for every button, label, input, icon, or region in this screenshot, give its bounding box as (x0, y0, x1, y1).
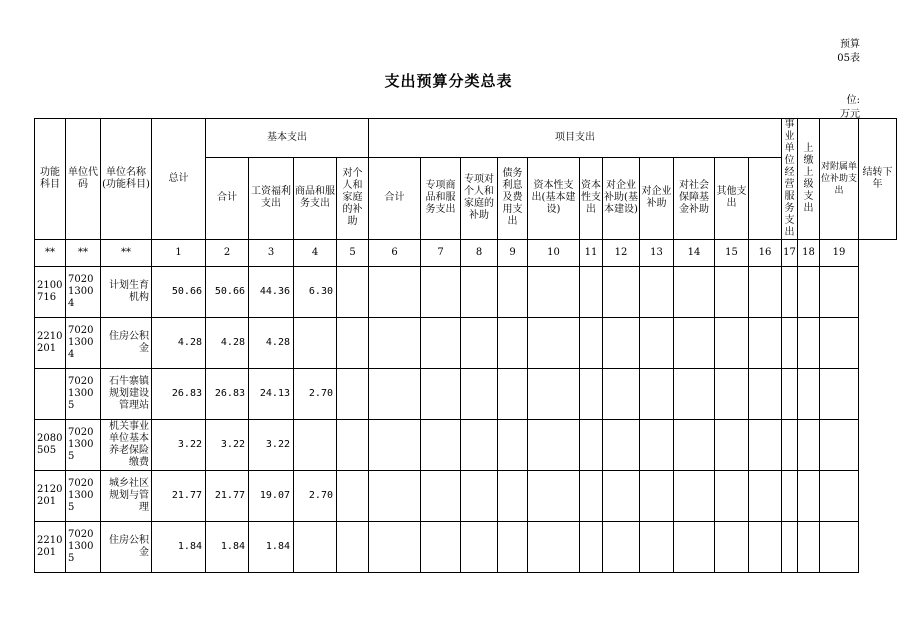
header-goods: 商品和服务支出 (294, 157, 337, 239)
header-project-sum: 合计 (369, 157, 421, 239)
cell-empty (603, 420, 640, 471)
table-row (35, 420, 897, 471)
header-project-expenditure: 项目支出 (369, 119, 782, 158)
header-upper-pay: 上缴上级支出 (798, 119, 820, 240)
header-affiliate-subsidy: 对附属单位补助支出 (820, 119, 859, 240)
cell-empty (603, 471, 640, 522)
cell-empty (337, 267, 369, 318)
cell-empty (820, 522, 859, 573)
cell-empty (674, 471, 715, 522)
cell-func-code (35, 369, 66, 420)
index-cell: 2 (206, 240, 249, 267)
cell-total: 26.83 (152, 369, 206, 420)
cell-empty (337, 318, 369, 369)
cell-empty (749, 369, 782, 420)
cell-unit-name: 住房公积金 (101, 522, 152, 573)
cell-basic-sum: 50.66 (206, 267, 249, 318)
cell-empty (580, 471, 603, 522)
cell-empty (498, 267, 528, 318)
cell-salary: 1.84 (249, 522, 294, 573)
index-cell: 9 (498, 240, 528, 267)
header-total: 总计 (152, 119, 206, 240)
index-cell: 11 (580, 240, 603, 267)
cell-empty (369, 267, 421, 318)
cell-empty (337, 522, 369, 573)
cell-empty (421, 522, 461, 573)
index-cell: 3 (249, 240, 294, 267)
cell-unit-name: 住房公积金 (101, 318, 152, 369)
page-title: 支出预算分类总表 (384, 72, 513, 90)
cell-empty (749, 420, 782, 471)
cell-unit-name: 机关事业单位基本养老保险缴费 (101, 420, 152, 471)
cell-empty (498, 369, 528, 420)
cell-empty (461, 267, 498, 318)
cell-empty (461, 420, 498, 471)
cell-empty (715, 522, 749, 573)
cell-basic-sum: 1.84 (206, 522, 249, 573)
cell-empty (782, 267, 798, 318)
index-cell: 6 (369, 240, 421, 267)
header-unit-code: 单位代码 (66, 119, 101, 240)
header-enterprise-service: 事业单位经营服务支出 (782, 119, 798, 240)
cell-empty (674, 522, 715, 573)
cell-basic-sum: 26.83 (206, 369, 249, 420)
index-cell: 18 (798, 240, 820, 267)
cell-unit-name: 计划生育机构 (101, 267, 152, 318)
cell-empty (369, 318, 421, 369)
header-unit-name: 单位名称(功能科目) (101, 119, 152, 240)
cell-empty (640, 369, 674, 420)
cell-unit-name: 石牛寨镇规划建设管理站 (101, 369, 152, 420)
header-func-code: 功能科目 (35, 119, 66, 240)
header-carry-forward: 结转下年 (859, 119, 897, 240)
cell-empty (580, 267, 603, 318)
cell-empty (369, 471, 421, 522)
index-cell: 7 (421, 240, 461, 267)
table-number-note (837, 38, 860, 66)
cell-empty (421, 267, 461, 318)
cell-empty (528, 267, 580, 318)
cell-empty (369, 420, 421, 471)
cell-goods: 2.70 (294, 471, 337, 522)
header-debt-interest: 债务利息及费用支出 (498, 157, 528, 239)
cell-empty (715, 318, 749, 369)
cell-unit-code: 702013005 (66, 471, 101, 522)
table-row (35, 318, 897, 369)
cell-empty (337, 420, 369, 471)
cell-empty (782, 318, 798, 369)
cell-empty (640, 318, 674, 369)
cell-empty (603, 522, 640, 573)
cell-basic-sum: 21.77 (206, 471, 249, 522)
cell-empty (528, 369, 580, 420)
index-cell: 19 (820, 240, 859, 267)
header-capital: 资本性支出 (580, 157, 603, 239)
cell-empty (421, 471, 461, 522)
index-cell: 8 (461, 240, 498, 267)
cell-empty (337, 369, 369, 420)
cell-goods (294, 420, 337, 471)
cell-empty (674, 369, 715, 420)
cell-empty (498, 522, 528, 573)
header-family-subsidy: 对个人和家庭的补助 (337, 157, 369, 239)
index-cell: ** (35, 240, 66, 267)
cell-salary: 24.13 (249, 369, 294, 420)
header-social-fund: 对社会保障基金补助 (674, 157, 715, 239)
table-row (35, 369, 897, 420)
index-cell: 17 (782, 240, 798, 267)
cell-func-code: 2210201 (35, 318, 66, 369)
cell-empty (798, 471, 820, 522)
cell-empty (369, 522, 421, 573)
cell-empty (674, 318, 715, 369)
cell-empty (498, 318, 528, 369)
cell-empty (461, 369, 498, 420)
cell-func-code: 2080505 (35, 420, 66, 471)
cell-unit-code: 702013004 (66, 267, 101, 318)
table-row (35, 522, 897, 573)
index-cell: 5 (337, 240, 369, 267)
cell-empty (640, 267, 674, 318)
cell-unit-code: 702013004 (66, 318, 101, 369)
cell-empty (580, 369, 603, 420)
header-enterprise: 对企业补助 (640, 157, 674, 239)
cell-salary: 44.36 (249, 267, 294, 318)
cell-empty (528, 318, 580, 369)
header-basic-expenditure: 基本支出 (206, 119, 369, 158)
cell-empty (798, 420, 820, 471)
cell-empty (798, 318, 820, 369)
cell-salary: 19.07 (249, 471, 294, 522)
cell-empty (603, 318, 640, 369)
cell-empty (749, 267, 782, 318)
cell-unit-code: 702013005 (66, 522, 101, 573)
cell-empty (674, 420, 715, 471)
header-special-family: 专项对个人和家庭的补助 (461, 157, 498, 239)
cell-empty (715, 369, 749, 420)
cell-empty (715, 471, 749, 522)
index-cell: 15 (715, 240, 749, 267)
cell-empty (782, 522, 798, 573)
cell-total: 4.28 (152, 318, 206, 369)
header-basic-sum: 合计 (206, 157, 249, 239)
cell-total: 21.77 (152, 471, 206, 522)
index-cell: 10 (528, 240, 580, 267)
cell-empty (749, 471, 782, 522)
cell-unit-code: 702013005 (66, 420, 101, 471)
cell-unit-code: 702013005 (66, 369, 101, 420)
cell-total: 1.84 (152, 522, 206, 573)
cell-empty (749, 318, 782, 369)
cell-empty (461, 471, 498, 522)
cell-empty (798, 522, 820, 573)
index-cell: ** (101, 240, 152, 267)
cell-empty (820, 267, 859, 318)
cell-func-code: 2100716 (35, 267, 66, 318)
cell-empty (461, 522, 498, 573)
unit-line-1: 位: (846, 95, 860, 106)
cell-func-code: 2210201 (35, 522, 66, 573)
cell-empty (603, 267, 640, 318)
cell-func-code: 2120201 (35, 471, 66, 522)
cell-empty (798, 369, 820, 420)
cell-empty (782, 369, 798, 420)
cell-empty (820, 471, 859, 522)
cell-empty (421, 318, 461, 369)
table-row (35, 267, 897, 318)
header-special-goods: 专项商品和服务支出 (421, 157, 461, 239)
cell-empty (674, 267, 715, 318)
cell-empty (528, 522, 580, 573)
cell-goods (294, 522, 337, 573)
index-cell: 1 (152, 240, 206, 267)
index-cell: 12 (603, 240, 640, 267)
cell-empty (580, 522, 603, 573)
corner-line-2: 05表 (837, 53, 860, 64)
cell-goods: 2.70 (294, 369, 337, 420)
cell-empty (528, 471, 580, 522)
cell-empty (782, 420, 798, 471)
cell-empty (580, 420, 603, 471)
cell-salary: 3.22 (249, 420, 294, 471)
cell-empty (461, 318, 498, 369)
cell-empty (640, 420, 674, 471)
budget-table (34, 118, 897, 573)
cell-empty (715, 267, 749, 318)
cell-empty (421, 369, 461, 420)
cell-salary: 4.28 (249, 318, 294, 369)
cell-goods (294, 318, 337, 369)
cell-empty (782, 471, 798, 522)
cell-unit-name: 城乡社区规划与管理 (101, 471, 152, 522)
cell-empty (749, 522, 782, 573)
cell-empty (820, 369, 859, 420)
corner-line-1: 预算 (840, 39, 860, 50)
index-cell: 14 (674, 240, 715, 267)
cell-empty (603, 369, 640, 420)
cell-empty (498, 420, 528, 471)
header-salary: 工资福利支出 (249, 157, 294, 239)
cell-empty (369, 369, 421, 420)
index-cell: 16 (749, 240, 782, 267)
index-cell: 4 (294, 240, 337, 267)
cell-goods: 6.30 (294, 267, 337, 318)
cell-empty (498, 471, 528, 522)
cell-basic-sum: 4.28 (206, 318, 249, 369)
index-cell: 13 (640, 240, 674, 267)
cell-empty (528, 420, 580, 471)
cell-total: 50.66 (152, 267, 206, 318)
cell-total: 3.22 (152, 420, 206, 471)
cell-empty (820, 420, 859, 471)
cell-empty (337, 471, 369, 522)
cell-empty (640, 522, 674, 573)
cell-basic-sum: 3.22 (206, 420, 249, 471)
header-capital-basic: 资本性支出(基本建设) (528, 157, 580, 239)
header-enterprise-basic: 对企业补助(基本建设) (603, 157, 640, 239)
cell-empty (798, 267, 820, 318)
table-body (35, 267, 897, 573)
cell-empty (715, 420, 749, 471)
cell-empty (820, 318, 859, 369)
index-cell: ** (66, 240, 101, 267)
header-other: 其他支出 (715, 157, 749, 239)
cell-empty (640, 471, 674, 522)
cell-empty (421, 420, 461, 471)
cell-empty (580, 318, 603, 369)
table-row (35, 471, 897, 522)
unit-line-2: 万元 (840, 109, 860, 120)
